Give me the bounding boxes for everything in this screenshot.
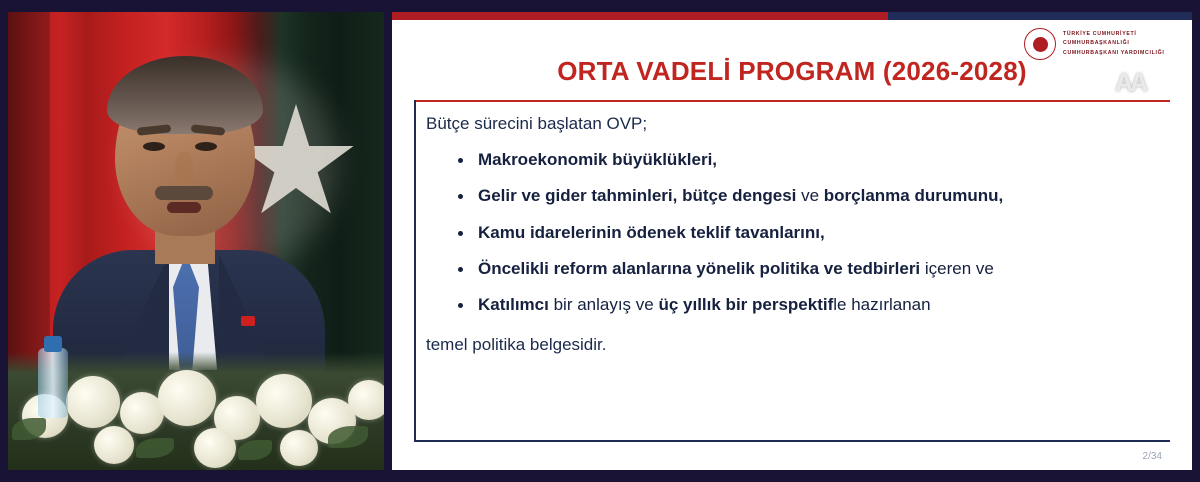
eye-right <box>195 142 217 151</box>
bullet-item-3 <box>478 222 1170 243</box>
bullet-3-bold: Kamu idarelerinin ödenek teklif tavanlarını, <box>478 222 825 242</box>
mustache <box>155 186 213 200</box>
video-pane[interactable] <box>8 12 384 470</box>
bullet-2-bold2: borçlanma durumunu, <box>823 186 1004 206</box>
water-bottle-cap <box>44 336 62 352</box>
title-divider <box>414 100 1170 102</box>
crest-line-3: CUMHURBAŞKANI YARDIMCILIĞI <box>1063 49 1165 56</box>
crest-line-2: CUMHURBAŞKANLIĞI <box>1063 40 1130 47</box>
slide-top-bar-accent <box>392 12 888 20</box>
eye-left <box>143 142 165 151</box>
bullet-item-4 <box>478 258 1170 279</box>
bullet-5-bold: Katılımcı <box>478 295 549 314</box>
nose <box>175 152 193 186</box>
bullet-item-1 <box>478 149 1170 170</box>
slide-top-bar <box>392 12 1192 20</box>
bullet-4-bold: Öncelikli reform alanlarına yönelik politika ve tedbirleri <box>478 258 921 278</box>
crest-line-1: TÜRKİYE CUMHURİYETİ <box>1063 30 1137 37</box>
mouth <box>167 202 201 213</box>
bullet-4-rest: içeren ve <box>920 258 994 278</box>
bullet-5-rest: le hazırlanan <box>833 295 931 314</box>
bullet-5-bold2: üç yıllık bir perspektif <box>658 295 834 314</box>
presentation-slide[interactable] <box>392 12 1192 470</box>
bullet-1-bold: Makroekonomik büyüklükleri, <box>478 150 718 169</box>
slide-body <box>426 108 1170 436</box>
closing-line: temel politika belgesidir. <box>426 335 607 355</box>
water-bottle <box>38 348 68 418</box>
bullet-2-bold: Gelir ve gider tahminleri, bütçe dengesi <box>478 186 797 206</box>
bullet-item-2 <box>478 185 1170 206</box>
slide-title: ORTA VADELİ PROGRAM (2026-2028) <box>557 56 1027 86</box>
bullet-list <box>426 149 1170 315</box>
page-number: 2/34 <box>1142 451 1162 462</box>
lead-line: Bütçe sürecini başlatan OVP; <box>426 114 648 133</box>
bullet-item-5 <box>478 294 1170 315</box>
speaker-figure <box>63 64 313 394</box>
aa-watermark-logo: AA <box>1114 69 1146 97</box>
slide-side-rail <box>414 100 416 442</box>
footer-divider <box>414 440 1170 442</box>
bullet-2-mid: ve <box>796 186 824 206</box>
hair <box>107 56 263 134</box>
presidency-crest-text <box>1063 30 1165 59</box>
flag-lapel-pin-icon <box>241 316 255 326</box>
bullet-5-mid: bir anlayış ve <box>548 295 659 314</box>
